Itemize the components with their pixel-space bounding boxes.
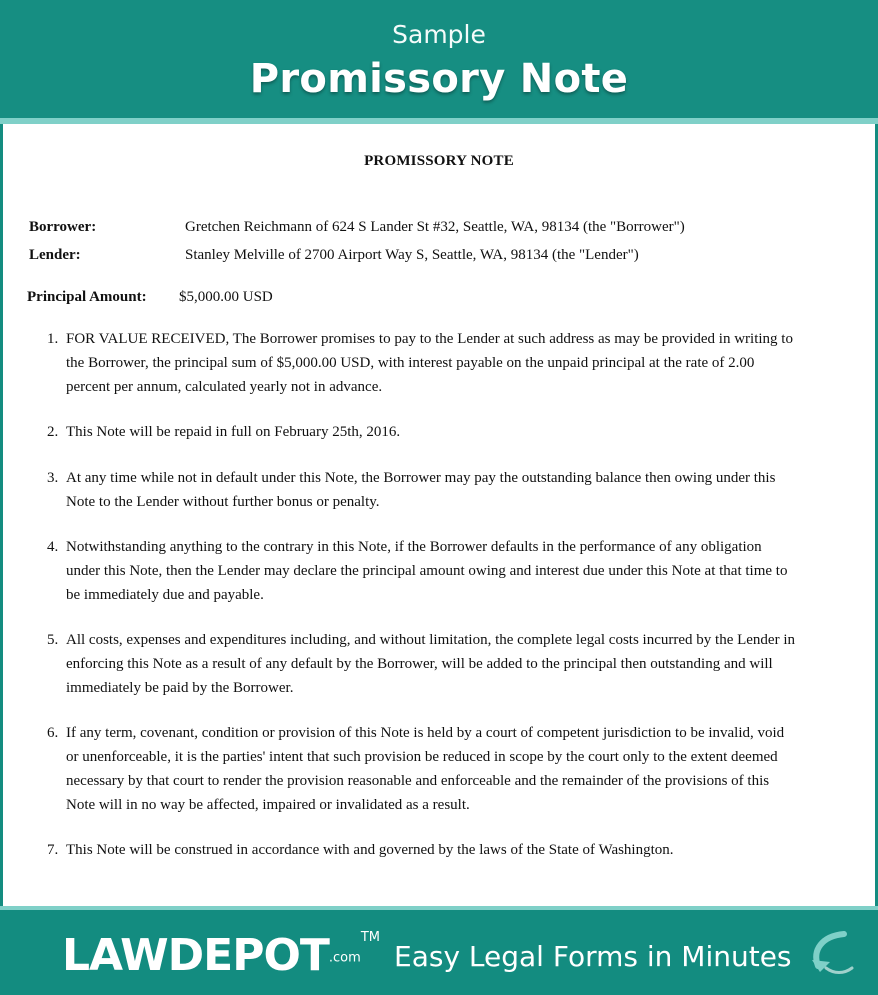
lender-label: Lender: [29, 247, 81, 263]
clause-line: Note to the Lender without further bonus or penalty. [66, 494, 380, 510]
document-title: PROMISSORY NOTE [364, 153, 514, 169]
clause-line: enforcing this Note as a result of any default by the Borrower, will be added to the principal then outstanding and will [66, 656, 773, 672]
clause-line: If any term, covenant, condition or provision of this Note is held by a court of competent jurisdiction to be invalid, void [66, 725, 785, 741]
clause-text [66, 420, 852, 444]
footer-tagline: Easy Legal Forms in Minutes [394, 940, 792, 973]
clause-text [66, 535, 852, 607]
clause-line: immediately be paid by the Borrower. [66, 680, 294, 696]
clause-number: 6. [47, 725, 59, 741]
logo-suffix: .com [328, 950, 361, 966]
clause-number: 7. [47, 842, 59, 858]
clause-line: percent per annum, calculated yearly not in advance. [66, 379, 383, 395]
clause-line: Notwithstanding anything to the contrary in this Note, if the Borrower defaults in the performance of any obligation [66, 539, 762, 555]
clause-number: 3. [47, 470, 59, 486]
clause-number: 1. [47, 331, 59, 347]
clause-line: be immediately due and payable. [66, 587, 264, 603]
lender-value: Stanley Melville of 2700 Airport Way S, Seattle, WA, 98134 (the "Lender") [185, 247, 639, 263]
clause-text [66, 628, 852, 700]
principal-label: Principal Amount: [27, 289, 147, 305]
header-title: Promissory Note [249, 56, 629, 102]
clause-line: or unenforceable, it is the parties' intent that such provision be reduced in scope by the court only to the extent deemed [66, 749, 778, 765]
clause-line: At any time while not in default under this Note, the Borrower may pay the outstanding balance then owing under this [66, 470, 776, 486]
lawdepot-logo [62, 930, 380, 981]
clause-number: 4. [47, 539, 59, 555]
page-header [0, 0, 878, 118]
clause-number: 5. [47, 632, 59, 648]
clause-line: This Note will be repaid in full on February 25th, 2016. [66, 424, 401, 440]
clause-line: This Note will be construed in accordance with and governed by the laws of the State of Washington. [66, 842, 674, 858]
clause-text [66, 327, 852, 399]
clause-line: the Borrower, the principal sum of $5,000.00 USD, with interest payable on the unpaid principal at the rate of 2.00 [66, 355, 755, 371]
clause-line: under this Note, then the Lender may declare the principal amount owing and interest due under this Note at that time to [66, 563, 788, 579]
logo-tm: TM [360, 930, 380, 945]
header-pretitle: Sample [392, 20, 486, 49]
clause-line: All costs, expenses and expenditures including, and without limitation, the complete legal costs incurred by the Lender in [66, 632, 795, 648]
page-footer [0, 910, 878, 995]
curved-arrow-icon [804, 928, 856, 980]
clause-line: FOR VALUE RECEIVED, The Borrower promises to pay to the Lender at such address as may be provided in writing to [66, 331, 793, 347]
logo-text: LAWDEPOT [62, 930, 329, 981]
document-sheet [3, 124, 875, 906]
principal-value: $5,000.00 USD [179, 289, 273, 305]
borrower-value: Gretchen Reichmann of 624 S Lander St #32, Seattle, WA, 98134 (the "Borrower") [185, 219, 685, 235]
borrower-label: Borrower: [29, 219, 97, 235]
clause-text [66, 721, 852, 817]
clause-text [66, 838, 852, 862]
clause-text [66, 466, 852, 514]
clause-line: Note will in no way be affected, impaired or invalidated as a result. [66, 797, 470, 813]
clause-number: 2. [47, 424, 59, 440]
clause-line: necessary by that court to render the provision reasonable and enforceable and the remainder of the provisions of this [66, 773, 770, 789]
